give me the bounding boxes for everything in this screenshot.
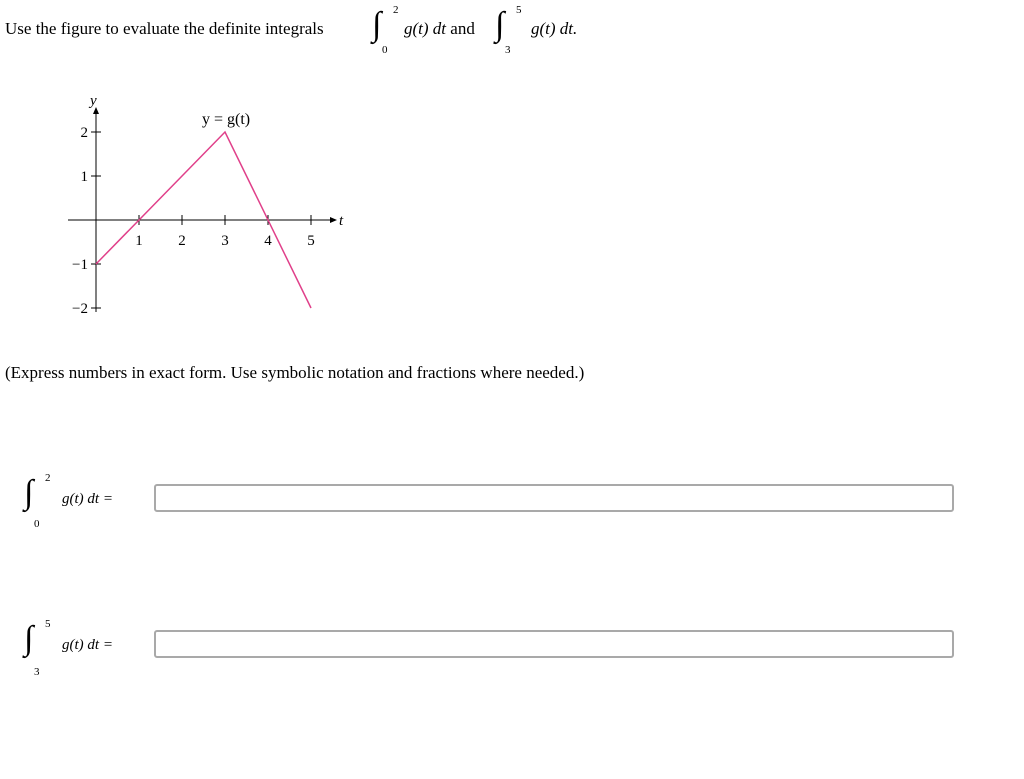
question-text [5, 18, 324, 40]
question-integral-2 [495, 2, 525, 62]
y-axis-label: y [90, 93, 97, 109]
curve-label: y = g(t) [202, 111, 251, 128]
lower-limit: 3 [505, 44, 511, 56]
answer-2-label [62, 637, 113, 654]
function-graph [50, 88, 350, 328]
x-tick-label: 4 [264, 233, 272, 249]
joiner-text: and [450, 19, 475, 38]
upper-limit: 5 [45, 618, 51, 630]
upper-limit: 2 [393, 4, 399, 16]
answer-2-label-text: g(t) dt = [62, 637, 113, 653]
instruction-note: (Express numbers in exact form. Use symbolic notation and fractions where needed.) [5, 363, 585, 382]
integrand-1: g(t) dt [404, 19, 447, 38]
y-tick-label: −2 [72, 301, 88, 317]
x-tick-label: 3 [221, 233, 229, 249]
answer-1-label [62, 491, 113, 508]
question-integrand-1 [404, 18, 475, 40]
lower-limit: 0 [34, 518, 40, 530]
lower-limit: 3 [34, 666, 40, 678]
upper-limit: 2 [45, 472, 51, 484]
answer-1-label-text: g(t) dt = [62, 491, 113, 507]
integrand-2: g(t) dt. [531, 19, 578, 38]
answer-1-integral [24, 470, 54, 530]
x-axis-label: t [339, 213, 344, 229]
lower-limit: 0 [382, 44, 388, 56]
y-tick-label: 2 [80, 125, 88, 141]
x-tick-label: 2 [178, 233, 186, 249]
integral-sign-icon: ∫ [495, 6, 505, 43]
question-integral-1 [372, 2, 402, 62]
answer-2-input[interactable] [154, 630, 954, 658]
answer-1-input[interactable] [154, 484, 954, 512]
integral-sign-icon: ∫ [24, 474, 34, 511]
x-tick-label: 5 [307, 233, 315, 249]
y-tick-group [72, 125, 101, 317]
integral-sign-icon: ∫ [372, 6, 382, 43]
integral-sign-icon: ∫ [24, 620, 34, 657]
answer-2-integral [24, 616, 54, 676]
y-tick-label: −1 [72, 257, 88, 273]
x-tick-label: 1 [135, 233, 143, 249]
question-integrand-2 [531, 18, 577, 40]
upper-limit: 5 [516, 4, 522, 16]
question-prefix: Use the figure to evaluate the definite integrals [5, 19, 324, 38]
y-tick-label: 1 [80, 169, 88, 185]
